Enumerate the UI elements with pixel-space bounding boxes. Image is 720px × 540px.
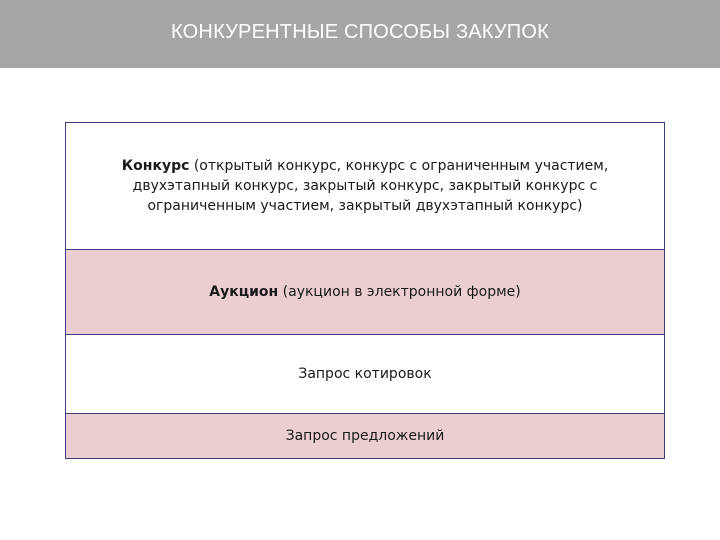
row-tender-text [111,156,619,216]
row-quotation-request [66,335,664,414]
page-title: КОНКУРЕНТНЫЕ СПОСОБЫ ЗАКУПОК [171,20,549,43]
row-auction-text [209,282,520,302]
row-proposal-text: Запрос предложений [285,428,445,444]
row-auction-bold: Аукцион [209,284,279,300]
row-quotation-text: Запрос котировок [298,366,432,382]
row-auction-detail: (аукцион в электронной форме) [278,284,521,300]
row-proposal-request [66,414,664,458]
row-tender-detail: (открытый конкурс, конкурс с ограниченным участием, двухэтапный конкурс, закрытый конкурс, закрытый конкурс с ограниченным участием, закрытый двухэтапный конкурс) [132,158,609,214]
title-bar [0,0,720,68]
row-tender [66,123,664,250]
row-auction [66,250,664,335]
procurement-methods-table [65,122,665,459]
row-tender-bold: Конкурс [121,158,190,174]
